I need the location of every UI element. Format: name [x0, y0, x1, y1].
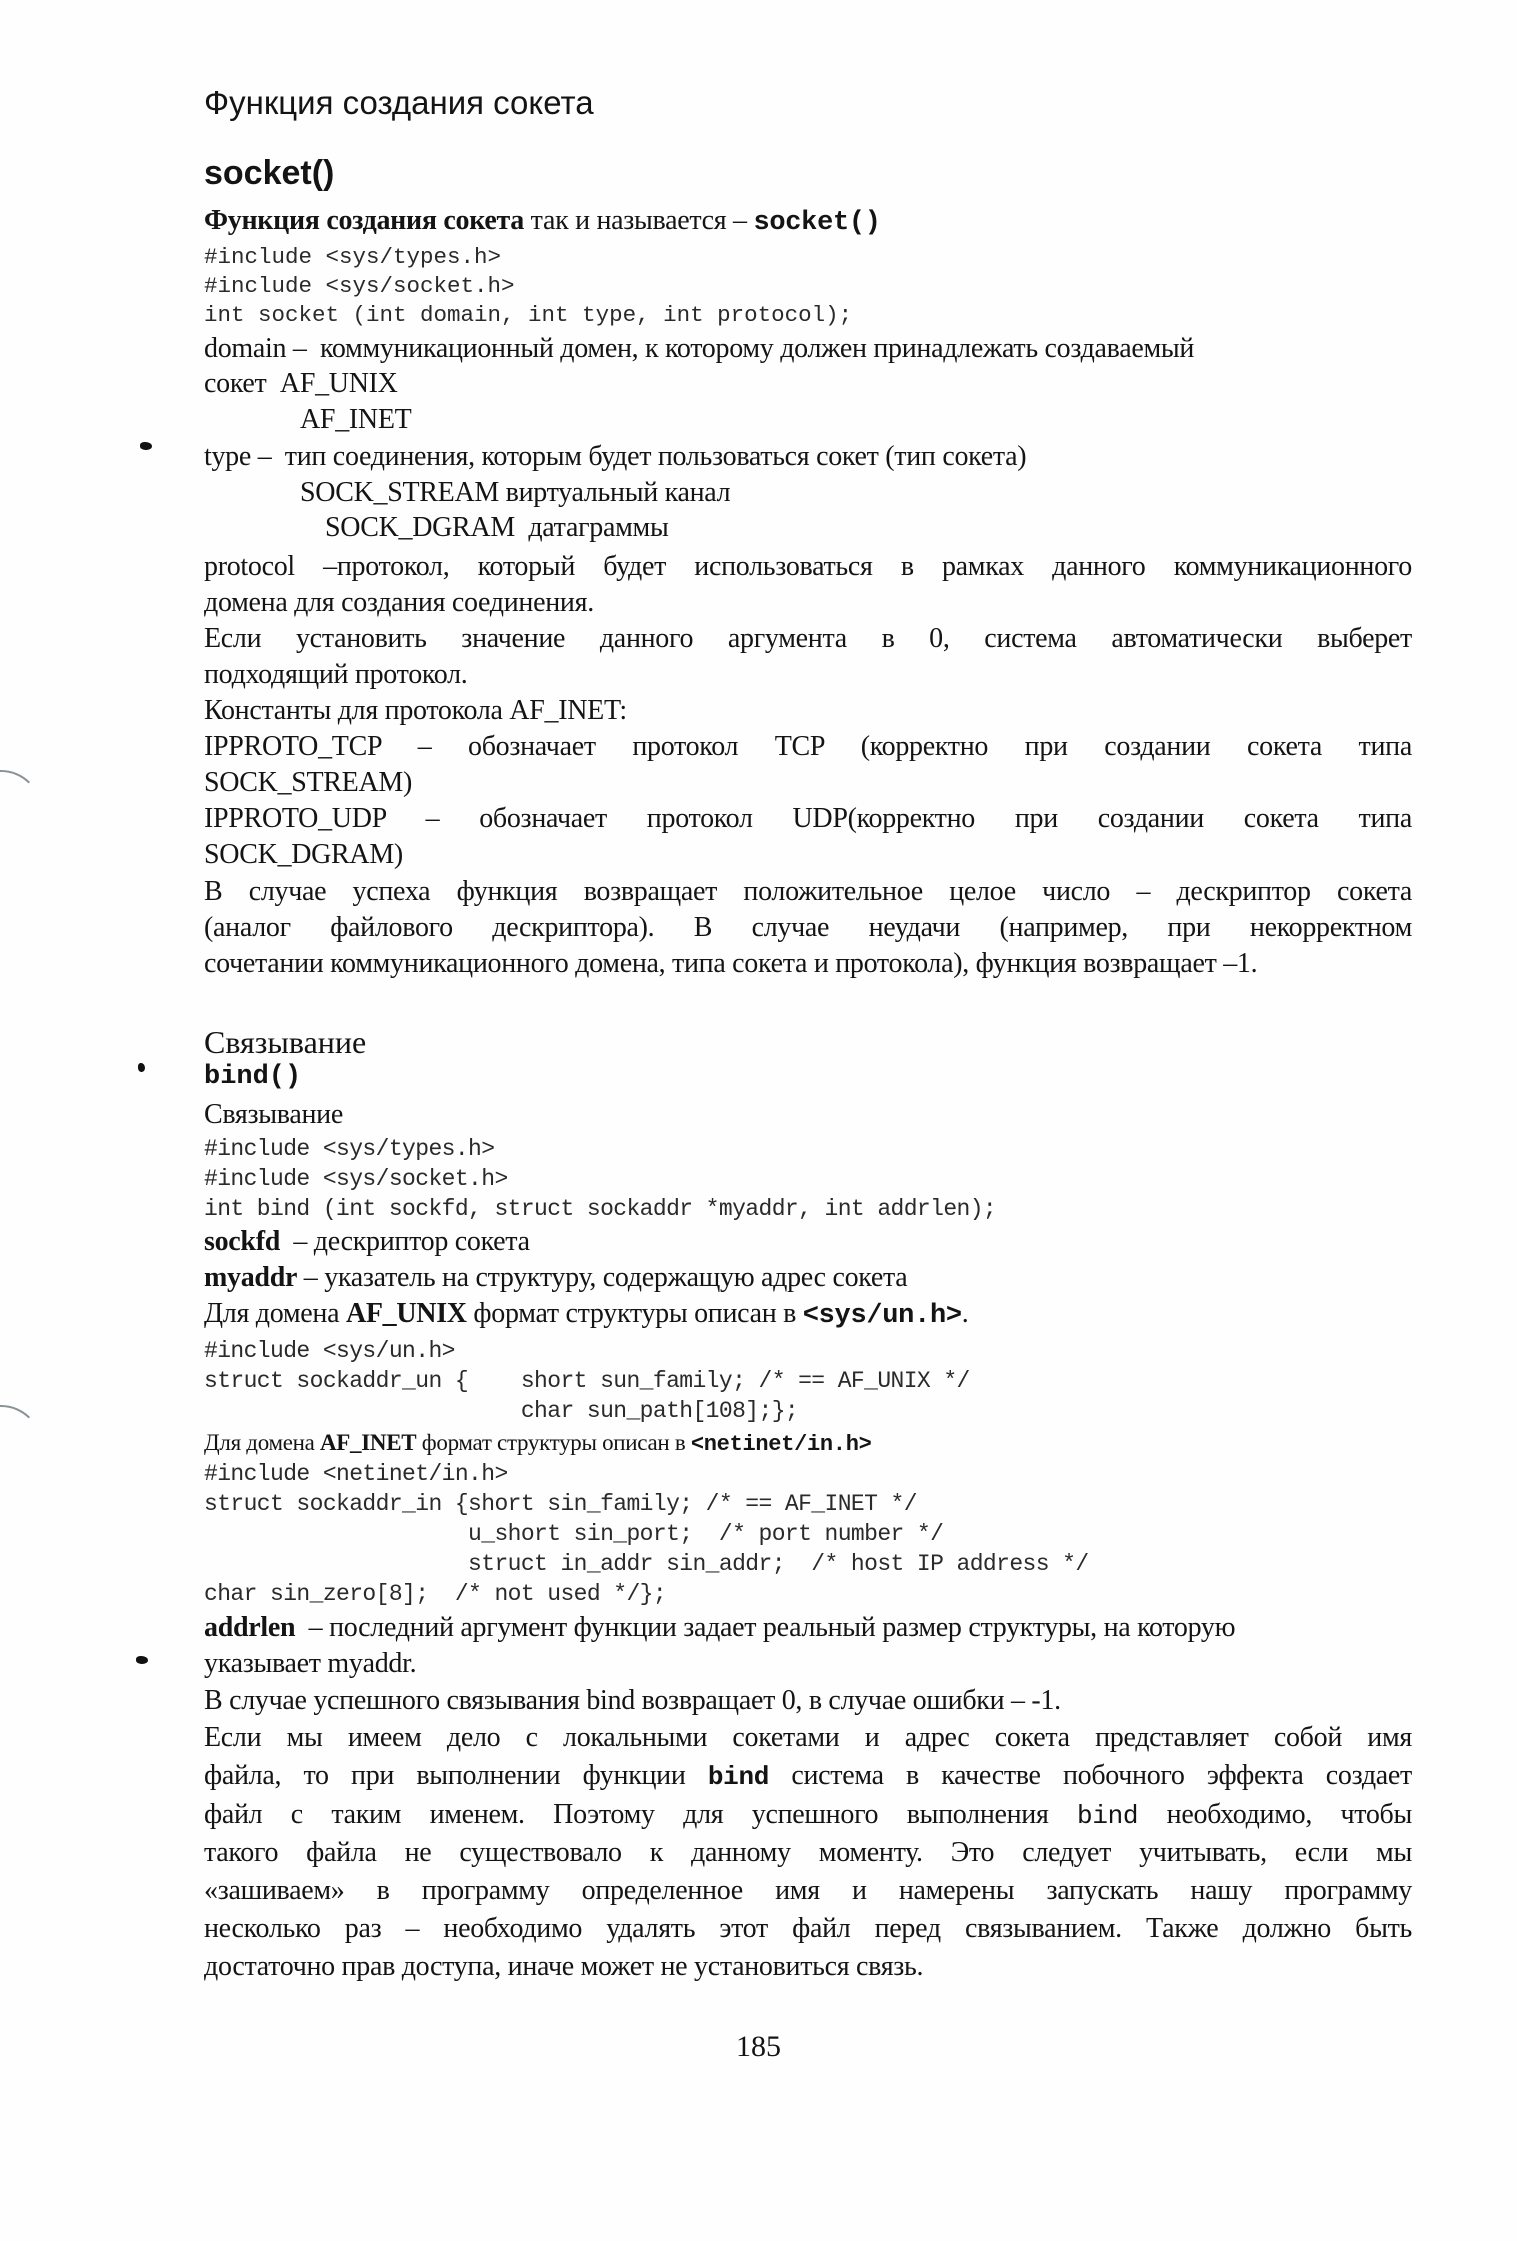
code-line: struct in_addr sin_addr; /* host IP address */ [204, 1551, 1089, 1577]
domain-line-2 [204, 368, 398, 400]
page-number: 185 [736, 2030, 781, 2063]
paragraph-line [204, 1799, 1412, 1831]
code-line: char sin_zero[8]; /* not used */}; [204, 1581, 667, 1607]
margin-mark [138, 1063, 145, 1072]
code-line: #include <netinet/in.h> [204, 1461, 508, 1487]
addrlen-line-2: указывает myaddr. [204, 1648, 417, 1679]
myaddr-line [204, 1262, 907, 1294]
sockfd-desc: – дескриптор сокета [280, 1226, 530, 1257]
addrlen-line [204, 1612, 1235, 1644]
result-line: сочетании коммуникационного домена, типа сокета и протокола), функция возвращает –1. [204, 948, 1258, 979]
paragraph-line: несколько раз – необходимо удалять этот файл перед связыванием. Также должно быть [204, 1913, 1412, 1944]
header-code: <sys/un.h> [802, 1301, 962, 1331]
margin-mark [140, 442, 152, 450]
intro-code: socket() [753, 208, 881, 238]
type-name: SOCK_STREAM [300, 477, 499, 508]
tcp-line: IPPROTO_TCP – обозначает протокол TCP (корректно при создании сокета типа [204, 731, 1412, 762]
inline-code: bind [1077, 1801, 1139, 1831]
punch-hole-bottom [0, 1405, 42, 1487]
af-unix-bold: AF_UNIX [345, 1298, 467, 1329]
paragraph-line: Если мы имеем дело с локальными сокетами и адрес сокета представляет собой имя [204, 1722, 1412, 1753]
type-value [300, 477, 730, 509]
domain-value: AF_INET [300, 404, 412, 435]
result-line: В случае успеха функция возвращает положительное целое число – дескриптор сокета [204, 876, 1412, 907]
section-heading: Функция создания сокета [204, 84, 594, 121]
code-line: int bind (int sockfd, struct sockaddr *myaddr, int addrlen); [204, 1196, 997, 1222]
text: Для домена [204, 1298, 346, 1329]
function-title: socket() [204, 154, 335, 192]
intro-bold: Функция создания сокета [204, 205, 524, 236]
code-line: #include <sys/socket.h> [204, 1166, 508, 1192]
type-value [325, 512, 668, 544]
type-name: SOCK_DGRAM [325, 512, 515, 543]
sockfd-line [204, 1226, 530, 1258]
code-line: #include <sys/socket.h> [204, 273, 515, 299]
myaddr-term: myaddr [204, 1262, 298, 1293]
code-line: struct sockaddr_in {short sin_family; /* == AF_INET */ [204, 1491, 917, 1517]
text: Для домена [204, 1430, 320, 1455]
code-line: struct sockaddr_un { short sun_family; /* == AF_UNIX */ [204, 1368, 970, 1394]
paragraph-line: «зашиваем» в программу определенное имя и намерены запускать нашу программу [204, 1875, 1412, 1906]
code-line: #include <sys/un.h> [204, 1338, 455, 1364]
code-line: char sun_path[108];}; [204, 1398, 799, 1424]
type-desc: виртуальный канал [498, 477, 731, 508]
domain-prefix: сокет [204, 368, 280, 399]
addrlen-desc: – последний аргумент функции задает реальный размер структуры, на которую [295, 1612, 1236, 1643]
margin-mark [136, 1656, 148, 1664]
text: файла, то при выполнении функции [204, 1760, 708, 1791]
domain-line: domain – коммуникационный домен, к которому должен принадлежать создаваемый [204, 333, 1195, 364]
text: необходимо, чтобы [1138, 1799, 1412, 1830]
section-heading: Связывание [204, 1024, 367, 1060]
inline-code: bind [707, 1762, 770, 1792]
udp-line: IPPROTO_UDP – обозначает протокол UDP(корректно при создании сокета типа [204, 803, 1412, 834]
result-line: (аналог файлового дескриптора). В случае неудачи (например, при некорректном [204, 912, 1412, 943]
function-title: bind() [204, 1062, 302, 1092]
intro-line [204, 205, 881, 238]
af-unix-line [204, 1298, 968, 1331]
text: . [961, 1298, 969, 1329]
myaddr-desc: – указатель на структуру, содержащую адрес сокета [297, 1262, 908, 1293]
paragraph-line [204, 1760, 1412, 1792]
protocol-line: protocol –протокол, который будет использоваться в рамках данного коммуникационного [204, 551, 1412, 582]
udp-line-2: SOCK_DGRAM) [204, 839, 403, 870]
code-line: int socket (int domain, int type, int protocol); [204, 302, 853, 328]
paragraph-line: такого файла не существовало к данному моменту. Это следует учитывать, если мы [204, 1837, 1412, 1868]
zero-line-2: подходящий протокол. [204, 659, 468, 690]
bind-result-line: В случае успешного связывания bind возвращает 0, в случае ошибки – -1. [204, 1685, 1061, 1716]
tcp-line-2: SOCK_STREAM) [204, 767, 412, 798]
text: формат структуры описан в [416, 1430, 691, 1455]
domain-value: AF_UNIX [279, 368, 398, 399]
protocol-line-2: домена для создания соединения. [204, 587, 594, 618]
text: формат структуры описан в [466, 1298, 803, 1329]
af-inet-line [204, 1430, 872, 1457]
type-desc: датаграммы [514, 512, 669, 543]
subheading: Связывание [204, 1099, 343, 1130]
type-line: type – тип соединения, которым будет пользоваться сокет (тип сокета) [204, 441, 1027, 472]
code-line: #include <sys/types.h> [204, 244, 502, 270]
zero-line: Если установить значение данного аргумента в 0, система автоматически выберет [204, 623, 1412, 654]
code-line: u_short sin_port; /* port number */ [204, 1521, 944, 1547]
text: файл с таким именем. Поэтому для успешного выполнения [204, 1799, 1078, 1830]
constants-title: Константы для протокола AF_INET: [204, 695, 627, 726]
punch-hole-top [0, 770, 42, 852]
code-line: #include <sys/types.h> [204, 1136, 495, 1162]
paragraph-line: достаточно прав доступа, иначе может не установиться связь. [204, 1951, 924, 1982]
header-code: <netinet/in.h> [690, 1432, 872, 1457]
sockfd-term: sockfd [204, 1226, 280, 1257]
af-inet-bold: AF_INET [320, 1430, 417, 1455]
addrlen-term: addrlen [204, 1612, 296, 1643]
intro-text: так и называется – [523, 205, 754, 236]
text: система в качестве побочного эффекта создает [769, 1760, 1412, 1791]
